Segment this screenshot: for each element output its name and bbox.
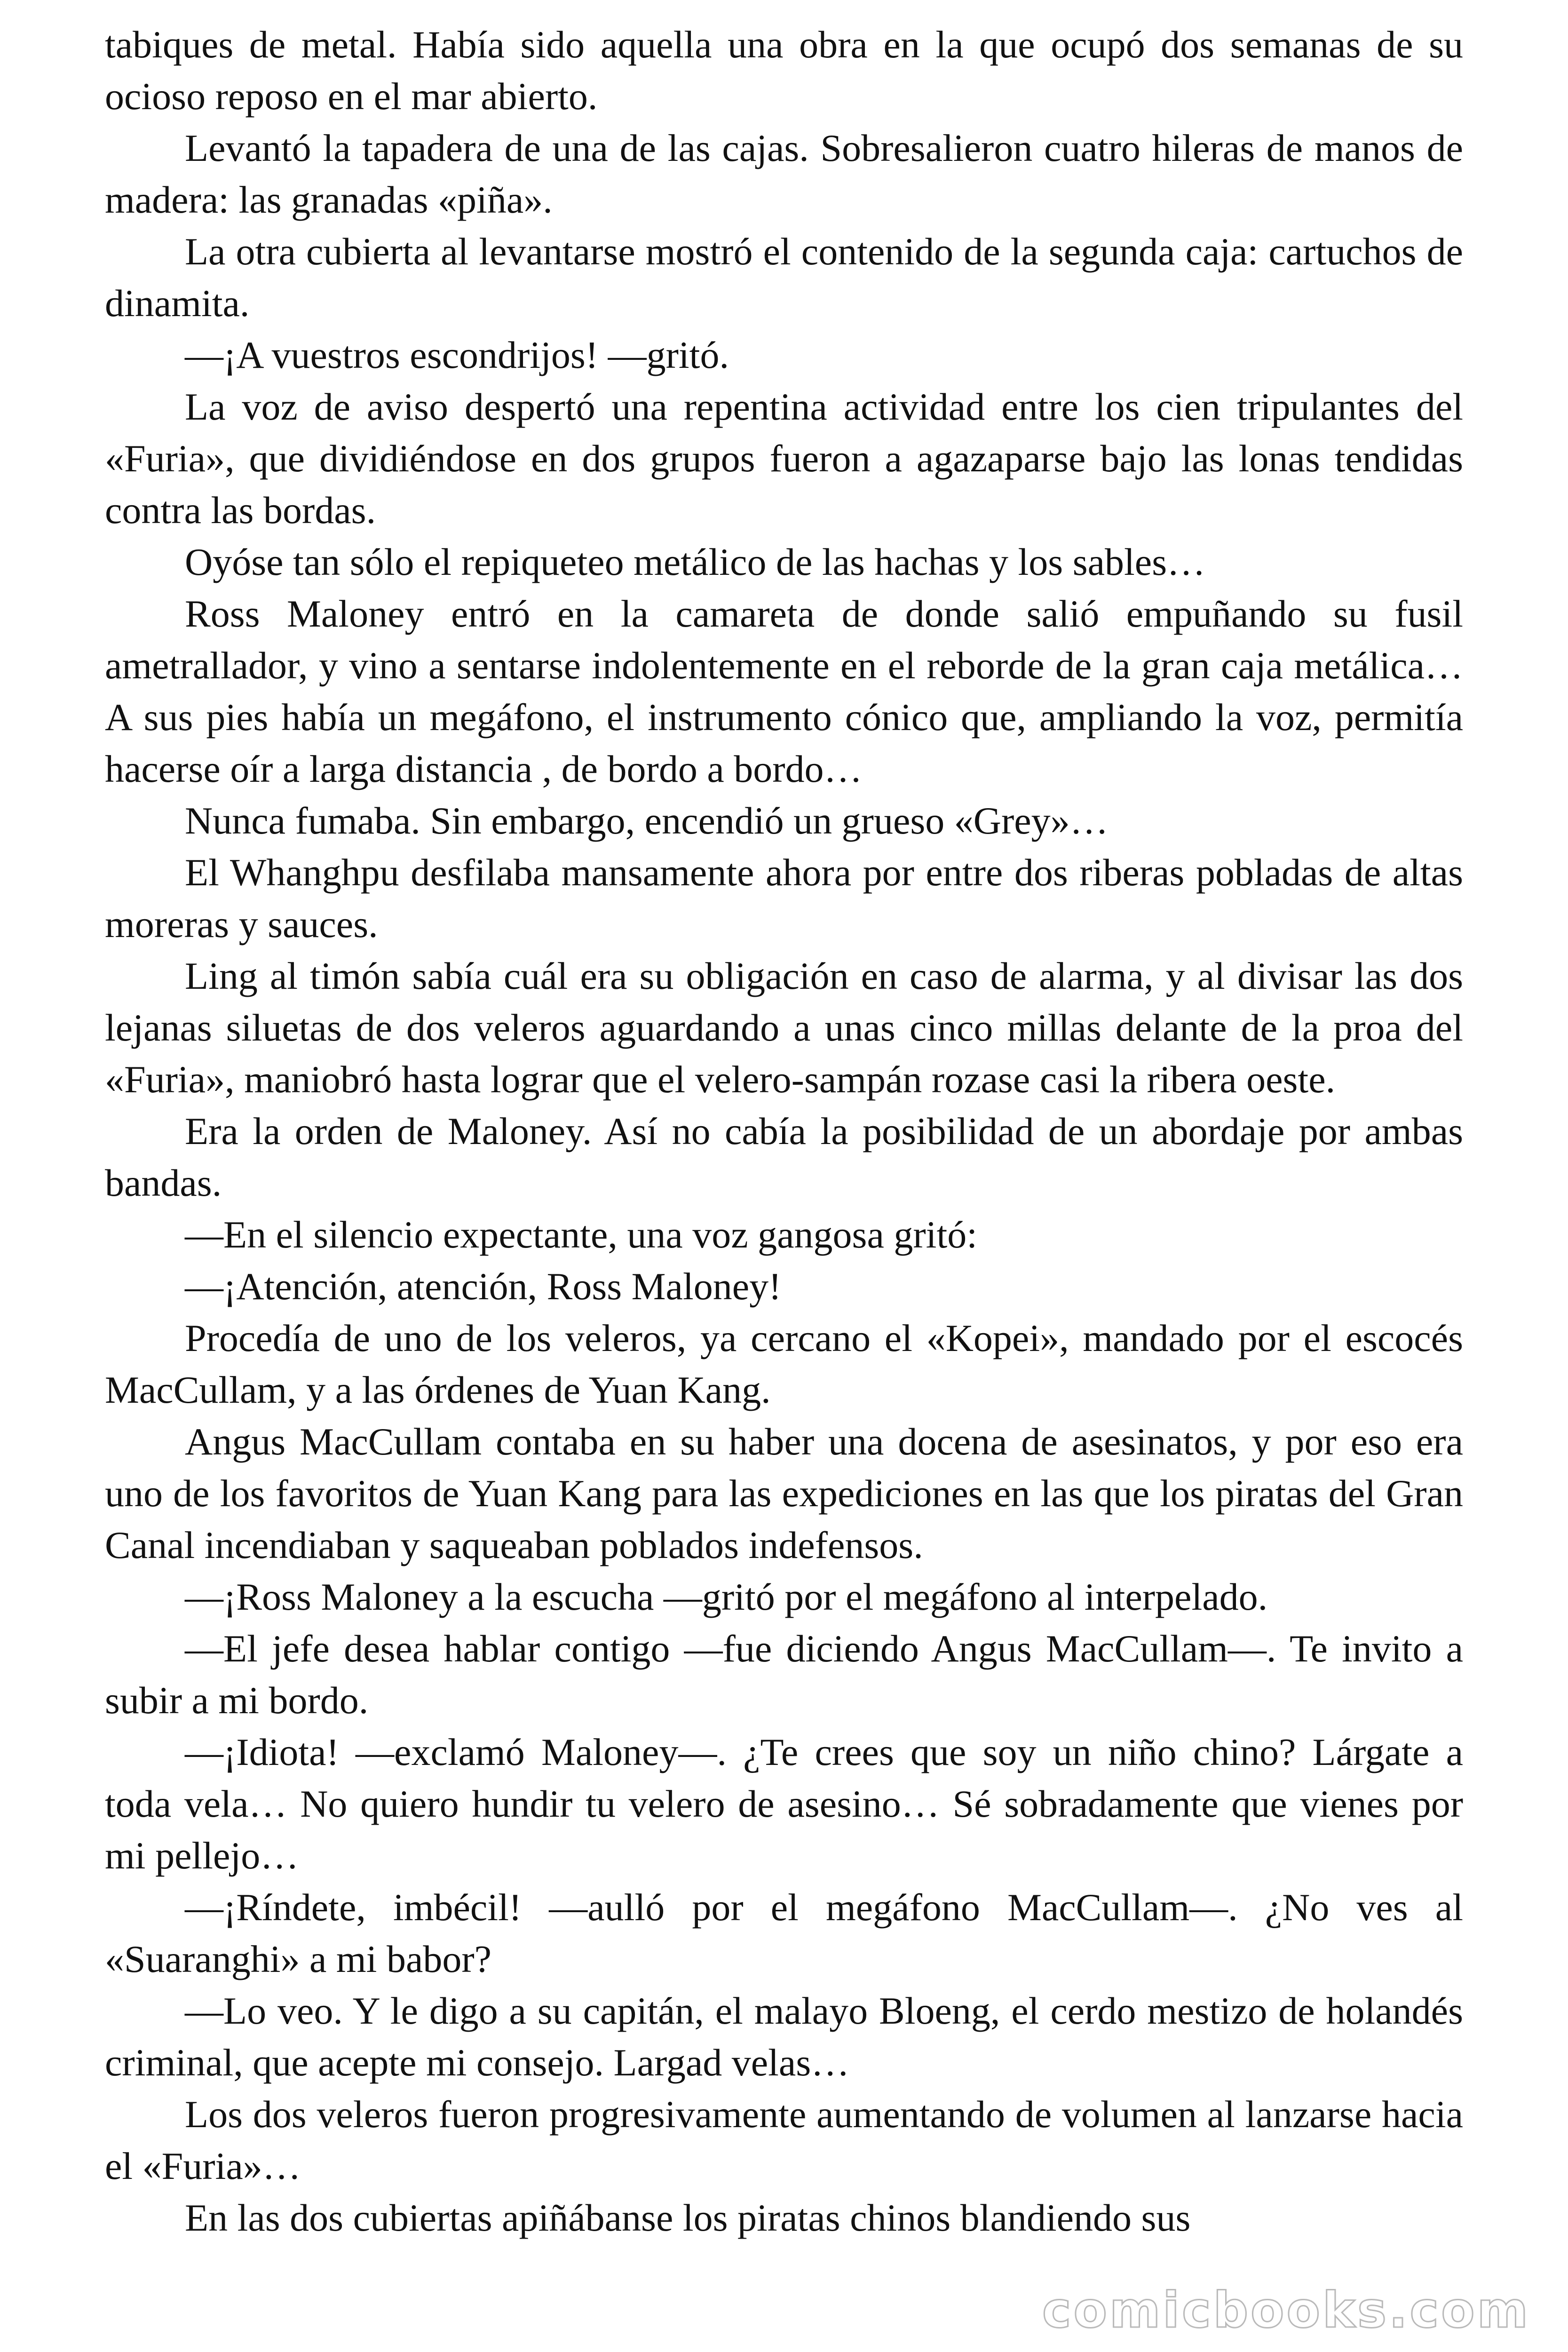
paragraph: Levantó la tapadera de una de las cajas. Sobresalieron cuatro hileras de manos de madera: las granadas «piña».: [105, 127, 1463, 221]
paragraph: —En el silencio expectante, una voz gangosa gritó:: [185, 1213, 978, 1256]
paragraph: Los dos veleros fueron progresivamente aumentando de volumen al lanzarse hacia el «Furia»…: [105, 2093, 1463, 2187]
paragraph: tabiques de metal. Había sido aquella una obra en la que ocupó dos semanas de su ocioso reposo en el mar abierto.: [105, 23, 1463, 118]
paragraph: Ross Maloney entró en la camareta de donde salió empuñando su fusil ametrallador, y vino a sentarse indolentemente en el reborde de la gran caja metálica… A sus pies había un megáfono, el instrumento cónico que, ampliando la voz, permitía hacerse oír a larga distancia , de bordo a bordo…: [105, 592, 1463, 790]
paragraph: La voz de aviso despertó una repentina actividad entre los cien tripulantes del «Furia», que dividiéndose en dos grupos fueron a agazaparse bajo las lonas tendidas contra las bordas.: [105, 385, 1463, 532]
paragraph: Nunca fumaba. Sin embargo, encendió un grueso «Grey»…: [185, 799, 1109, 842]
paragraph: La otra cubierta al levantarse mostró el contenido de la segunda caja: cartuchos de dinamita.: [105, 230, 1463, 325]
paragraph: —Lo veo. Y le digo a su capitán, el malayo Bloeng, el cerdo mestizo de holandés criminal, que acepte mi consejo. Largad velas…: [105, 1989, 1463, 2084]
paragraph: Ling al timón sabía cuál era su obligación en caso de alarma, y al divisar las dos lejanas siluetas de dos veleros aguardando a unas cinco millas delante de la proa del «Furia», maniobró hasta lograr que el velero-sampán rozase casi la ribera oeste.: [105, 954, 1463, 1101]
page-body: [105, 19, 1463, 2244]
paragraph: Procedía de uno de los veleros, ya cercano el «Kopei», mandado por el escocés MacCullam, y a las órdenes de Yuan Kang.: [105, 1317, 1463, 1411]
paragraph: Angus MacCullam contaba en su haber una docena de asesinatos, y por eso era uno de los favoritos de Yuan Kang para las expediciones en las que los piratas del Gran Canal incendiaban y saqueaban poblados indefensos.: [105, 1420, 1463, 1566]
paragraph: —¡Ríndete, imbécil! —aulló por el megáfono MacCullam—. ¿No ves al «Suaranghi» a mi babor?: [105, 1886, 1463, 1980]
paragraph: Era la orden de Maloney. Así no cabía la posibilidad de un abordaje por ambas bandas.: [105, 1110, 1463, 1204]
paragraph: —¡Idiota! —exclamó Maloney—. ¿Te crees que soy un niño chino? Lárgate a toda vela… No quiero hundir tu velero de asesino… Sé sobradamente que vienes por mi pellejo…: [105, 1731, 1463, 1877]
paragraph: —¡Atención, atención, Ross Maloney!: [185, 1265, 782, 1308]
paragraph: —El jefe desea hablar contigo —fue diciendo Angus MacCullam—. Te invito a subir a mi bordo.: [105, 1627, 1463, 1722]
paragraph: Oyóse tan sólo el repiqueteo metálico de las hachas y los sables…: [185, 540, 1206, 583]
paragraph: El Whanghpu desfilaba mansamente ahora por entre dos riberas pobladas de altas moreras y sauces.: [105, 851, 1463, 946]
paragraph: —¡Ross Maloney a la escucha —gritó por el megáfono al interpelado.: [185, 1575, 1268, 1618]
paragraph: En las dos cubiertas apiñábanse los piratas chinos blandiendo sus: [185, 2196, 1191, 2239]
paragraph: —¡A vuestros escondrijos! —gritó.: [185, 334, 729, 376]
watermark: comicbooks.com: [1042, 2281, 1530, 2339]
